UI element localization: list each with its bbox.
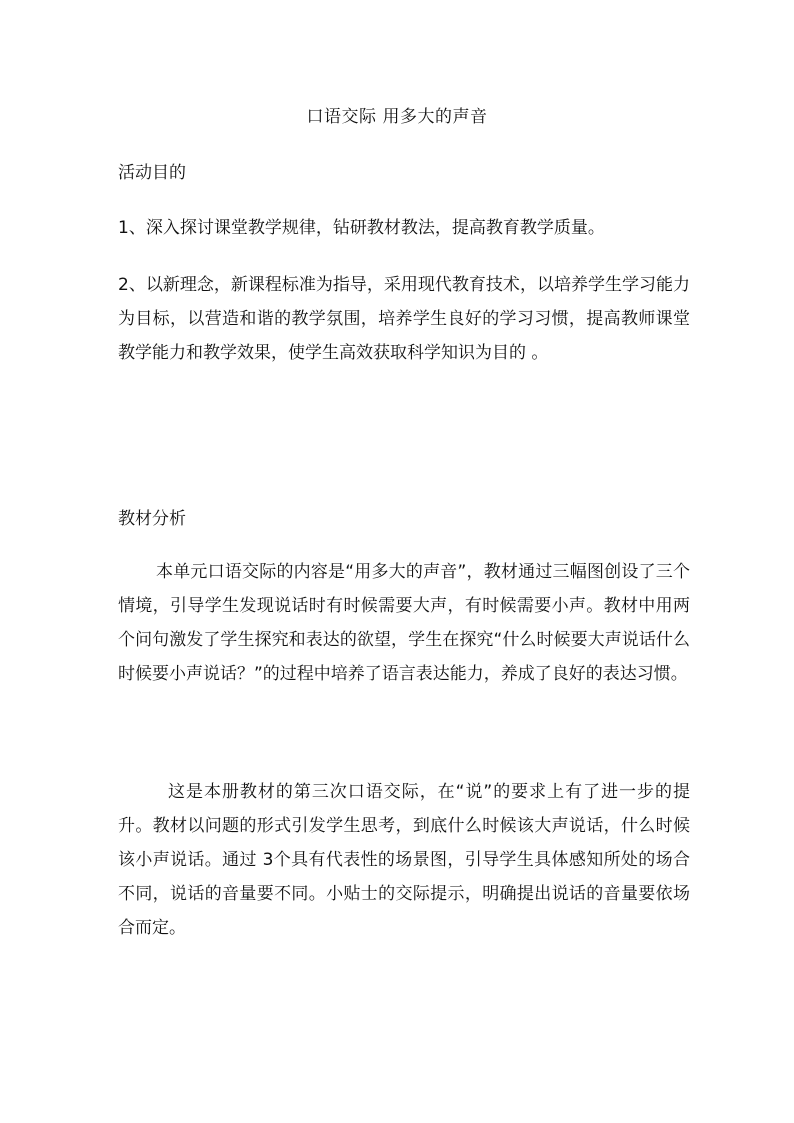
section-heading-activity-goals: 活动目的: [118, 163, 186, 183]
paragraph-goal-2: 2、以新理念，新课程标准为指导，采用现代教育技术，以培养学生学习能力为目标，以营造和谐的教学氛围，培养学生良好的学习习惯，提高教师课堂教学能力和教学效果，使学生高效获取科学知识为目的 。: [118, 275, 690, 363]
section-heading-material-analysis: 教材分析: [118, 509, 186, 529]
paragraph-goal-1: 1、深入探讨课堂教学规律，钻研教材教法，提高教育教学质量。: [118, 218, 605, 238]
document-title: 口语交际 用多大的声音: [306, 107, 488, 127]
paragraph-analysis-1: 本单元口语交际的内容是“用多大的声音”，教材通过三幅图创设了三个情境，引导学生发现说话时有时候需要大声，有时候需要小声。教材中用两个问句激发了学生探究和表达的欲望，学生在探究“什么时候要大声说话什么时候要小声说话？”的过程中培养了语言表达能力，养成了良好的表达习惯。: [118, 562, 690, 684]
paragraph-analysis-2: 这是本册教材的第三次口语交际，在“说”的要求上有了进一步的提升。教材以问题的形式引发学生思考，到底什么时候该大声说话，什么时候该小声说话。通过 3个具有代表性的场景图，引导学生具体感知所处的场合不同，说话的音量要不同。小贴士的交际提示，明确提出说话的音量要依场合而定。: [118, 782, 690, 938]
